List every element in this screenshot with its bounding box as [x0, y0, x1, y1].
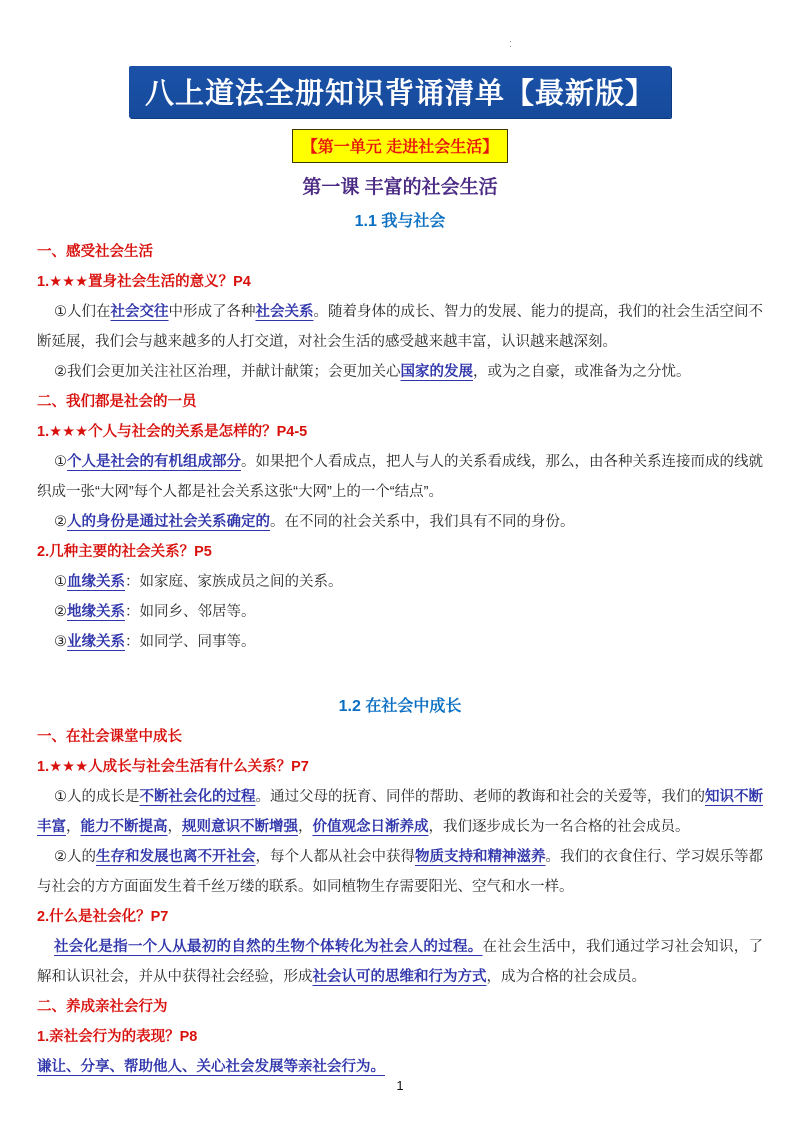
key-term: 业缘关系: [67, 634, 125, 650]
key-term: 地缘关系: [67, 604, 125, 620]
key-term: 规则意识不断增强: [182, 819, 298, 835]
section-heading: 1.1 我与社会: [354, 213, 446, 230]
text-run: 1.★★★人成长与社会生活有什么关系？P7: [37, 759, 309, 775]
document-title-banner: [129, 66, 671, 118]
paragraph: [37, 297, 763, 357]
paragraph: [37, 842, 763, 902]
question-heading: [37, 267, 763, 297]
key-term: 知识不断丰富: [37, 789, 763, 835]
document-body: [0, 207, 800, 1082]
text-run: ，: [66, 819, 81, 835]
text-run: ：如家庭、家族成员之间的关系。: [125, 574, 343, 590]
section-heading: 1.2 在社会中成长: [338, 698, 462, 715]
question-heading: [37, 992, 763, 1022]
text-run: ①: [54, 574, 67, 590]
text-run: ，: [298, 819, 313, 835]
text-run: ②我们会更加关注社区治理，并献计献策；会更加关心: [54, 364, 401, 380]
text-run: 二、我们都是社会的一员: [37, 394, 197, 410]
question-heading: [37, 752, 763, 782]
key-term: 谦让、分享、帮助他人、关心社会发展等亲社会行为。: [37, 1059, 385, 1075]
text-run: ，或为之自豪，或准备为之分忧。: [473, 364, 691, 380]
key-term: 能力不断提高: [80, 819, 168, 835]
text-run: 在社会生活中，我们通过学习社会知识，了解和认识社会，并从中获得社会经验，形成: [37, 939, 764, 985]
text-run: 。如果把个人看成点，把人与人的关系看成线，那么，由各种关系连接而成的线就织成一张“大网”每个人都是社会关系这张“大网”上的一个“结点”。: [37, 454, 763, 500]
lesson-title: 第一课 丰富的社会生活: [302, 177, 498, 198]
document-title: 八上道法全册知识背诵清单【最新版】: [144, 78, 655, 110]
text-run: 一、在社会课堂中成长: [37, 729, 182, 745]
text-run: 1.★★★个人与社会的关系是怎样的？P4-5: [37, 424, 308, 440]
key-term: 个人是社会的有机组成部分: [67, 454, 241, 470]
question-heading: [37, 387, 763, 417]
key-term: 物质支持和精神滋养: [415, 849, 546, 865]
text-run: ，我们逐步成长为一名合格的社会成员。: [428, 819, 690, 835]
text-run: 一、感受社会生活: [37, 244, 153, 260]
question-heading: [37, 237, 763, 267]
text-run: ：如同乡、邻居等。: [125, 604, 256, 620]
text-run: 。通过父母的抚育、同伴的帮助、老师的教诲和社会的关爱等，我们的: [255, 789, 705, 805]
text-run: ②人的: [54, 849, 96, 865]
paragraph: [37, 782, 763, 842]
text-run: ，每个人都从社会中获得: [255, 849, 415, 865]
text-run: ③: [54, 634, 67, 650]
unit-title-box: [292, 129, 508, 163]
question-heading: [37, 722, 763, 752]
text-run: 2.几种主要的社会关系？P5: [37, 544, 212, 560]
text-run: 2.什么是社会化？P7: [37, 909, 169, 925]
question-heading: [37, 417, 763, 447]
text-run: ②: [54, 604, 67, 620]
key-term: 血缘关系: [67, 574, 125, 590]
text-run: ②: [54, 514, 67, 530]
key-term: 社会关系: [255, 304, 314, 320]
text-run: 中形成了各种: [168, 304, 256, 320]
text-run: ①人们在: [54, 304, 111, 320]
paragraph: [37, 567, 763, 597]
text-run: ，: [167, 819, 182, 835]
key-term: 社会化是指一个人从最初的自然的生物个体转化为社会人的过程。: [54, 939, 483, 955]
paragraph: [37, 597, 763, 627]
text-run: 二、养成亲社会行为: [37, 999, 168, 1015]
key-term: 人的身份是通过社会关系确定的: [67, 514, 270, 530]
paragraph: [37, 507, 763, 537]
key-term: 社会认可的思维和行为方式: [312, 969, 487, 985]
key-term: 社会交往: [110, 304, 169, 320]
question-heading: [37, 537, 763, 567]
unit-title: 【第一单元 走进社会生活】: [301, 139, 499, 156]
key-term: 不断社会化的过程: [139, 789, 256, 805]
top-mark: :: [509, 38, 513, 50]
key-term: 国家的发展: [400, 364, 473, 380]
paragraph: [37, 627, 763, 657]
text-run: 1.★★★置身社会生活的意义？P4: [37, 274, 251, 290]
page-number: 1: [396, 1078, 404, 1093]
text-run: ①: [54, 454, 67, 470]
text-run: 。随着身体的成长、智力的发展、能力的提高，我们的社会生活空间不断延展，我们会与越来越多的人打交道，对社会生活的感受越来越丰富，认识越来越深刻。: [37, 304, 763, 350]
paragraph: [37, 357, 763, 387]
key-term: 价值观念日渐养成: [312, 819, 429, 835]
key-term: 生存和发展也离不开社会: [96, 849, 256, 865]
question-heading: [37, 902, 763, 932]
paragraph: [37, 447, 763, 507]
text-run: ：如同学、同事等。: [125, 634, 256, 650]
text-run: ①人的成长是: [54, 789, 140, 805]
text-run: 1.亲社会行为的表现？P8: [37, 1029, 198, 1045]
text-run: ，成为合格的社会成员。: [486, 969, 646, 985]
text-run: 。在不同的社会关系中，我们具有不同的身份。: [270, 514, 575, 530]
question-heading: [37, 1022, 763, 1052]
text-run: 。我们的衣食住行、学习娱乐等都与社会的方方面面发生着千丝万缕的联系。如同植物生存需要阳光、空气和水一样。: [37, 849, 763, 895]
paragraph: [37, 932, 763, 992]
